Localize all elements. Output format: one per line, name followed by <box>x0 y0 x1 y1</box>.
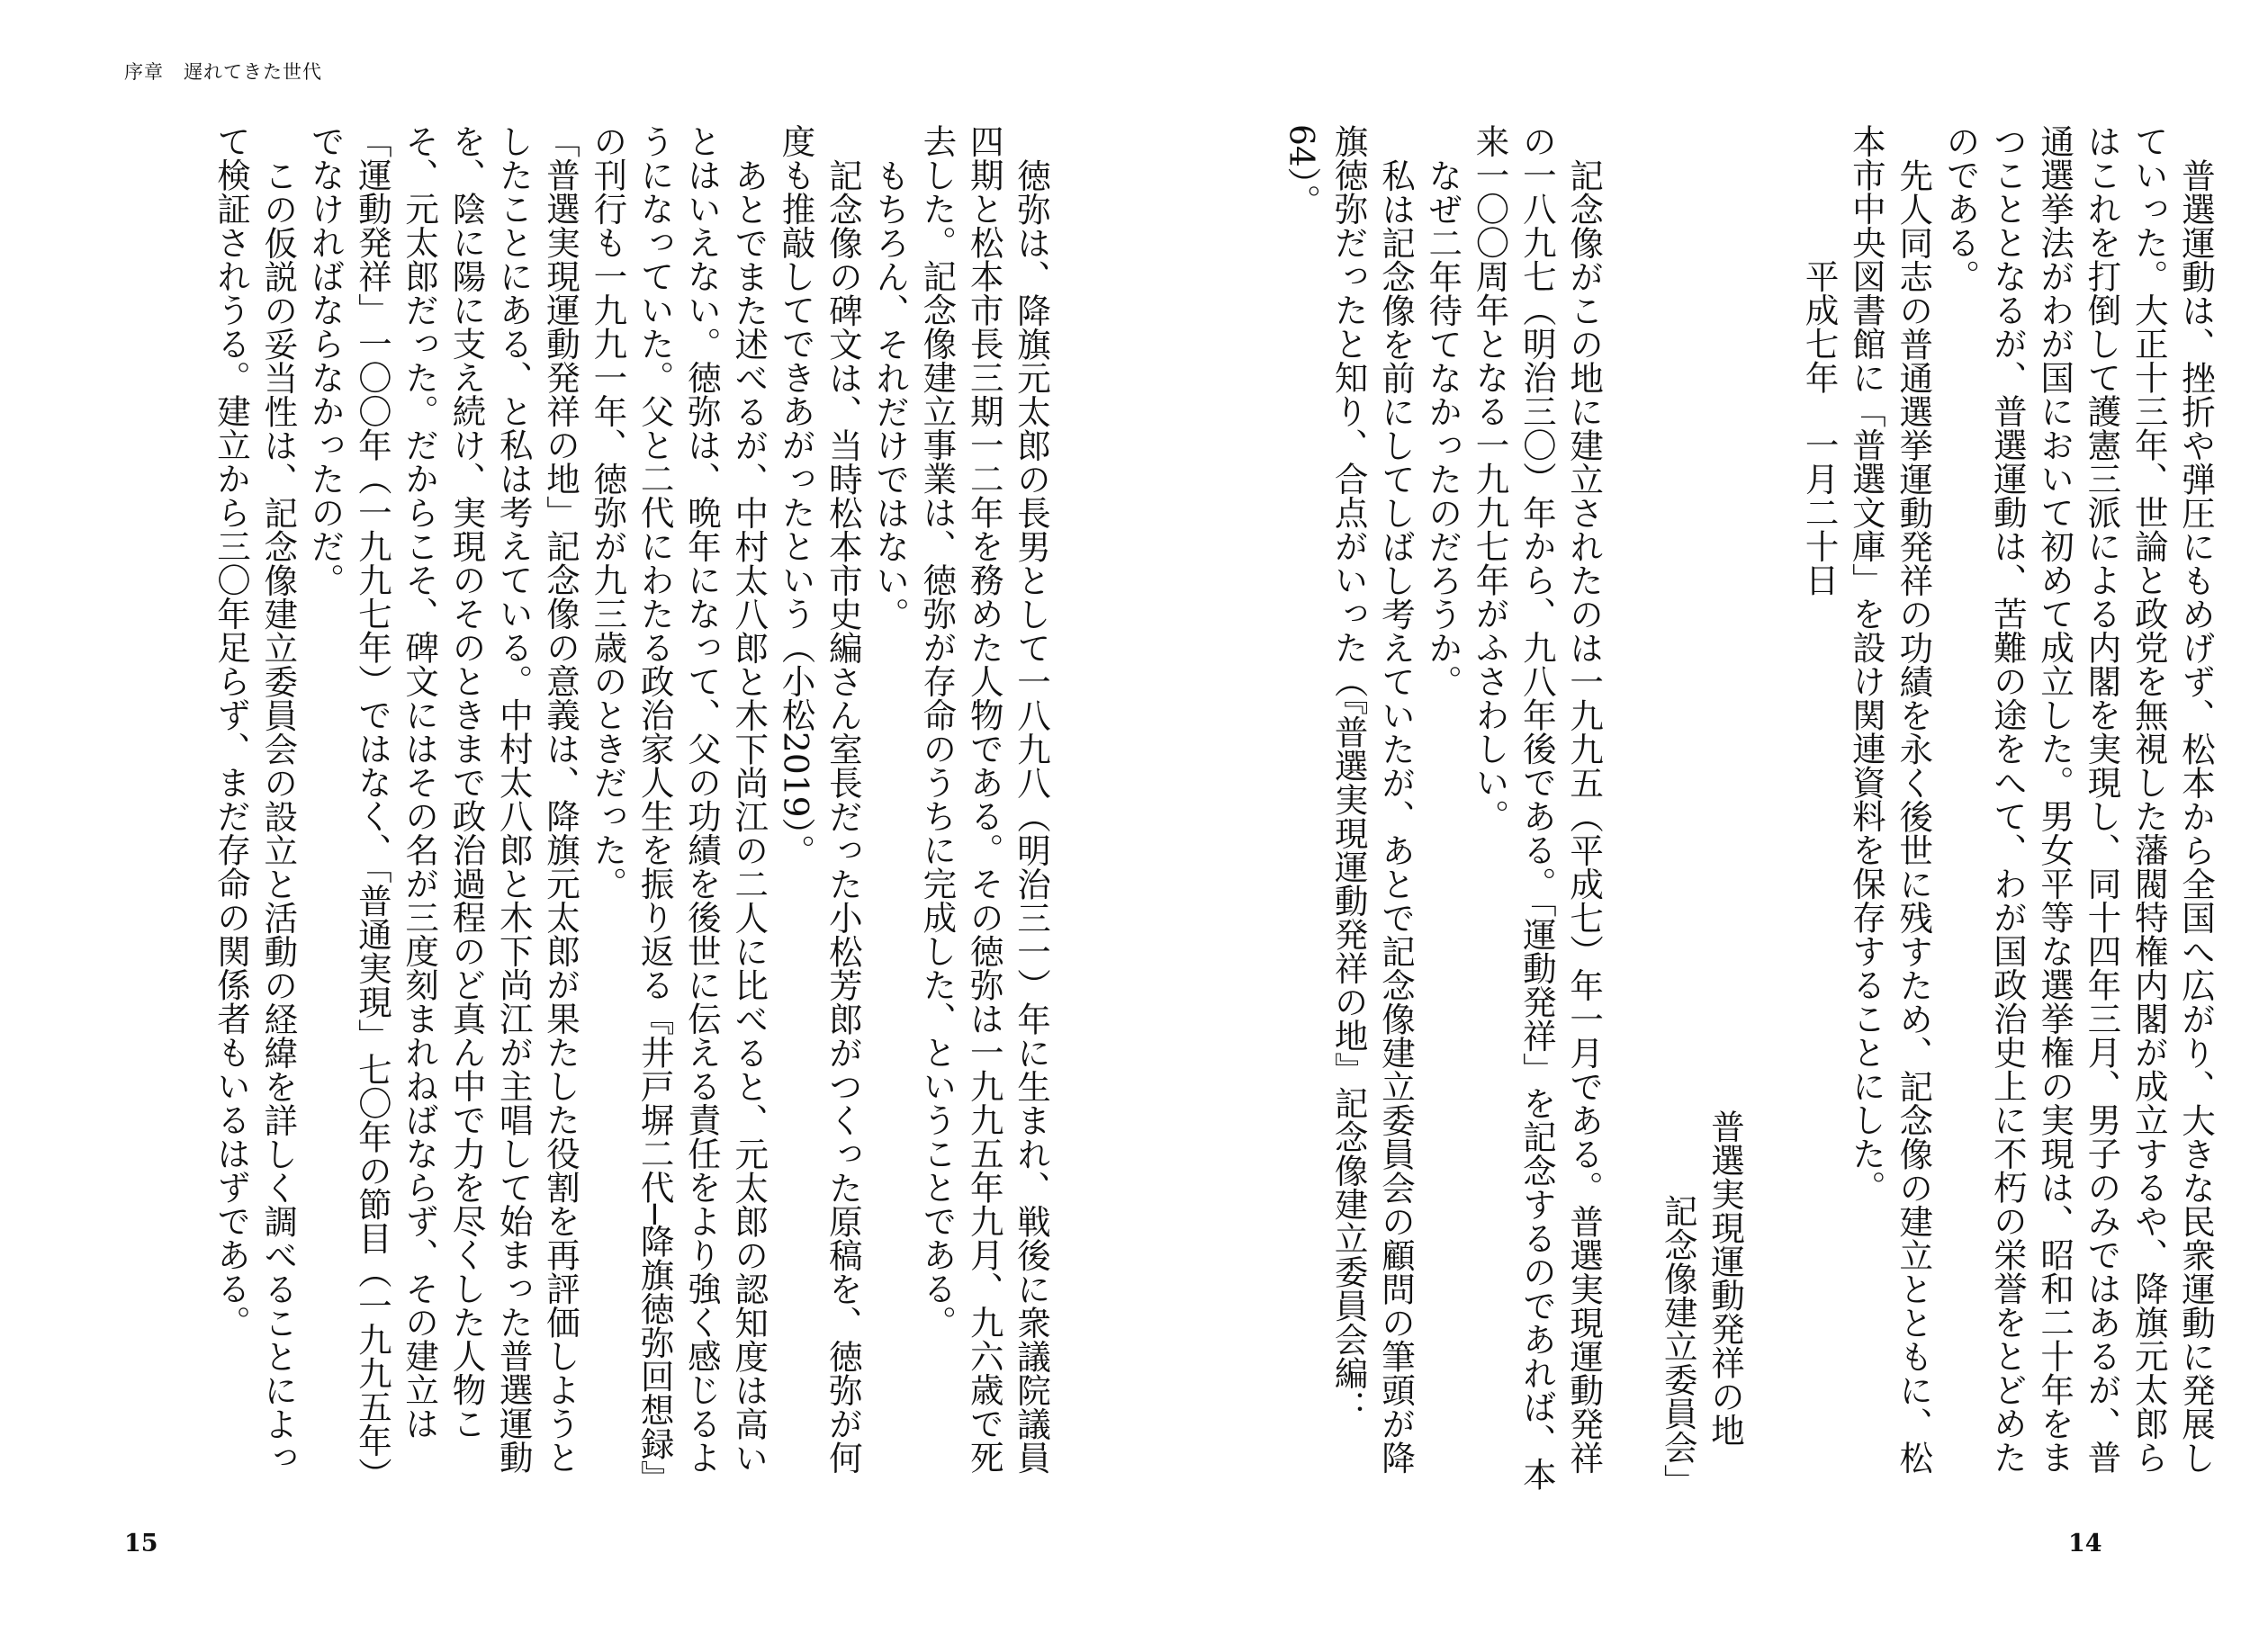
paragraph: 徳弥は、降旗元太郎の長男として一八九八（明治三一）年に生まれ、戦後に衆議院議員四期と松本市長三期一二年を務めた人物である。その徳弥は一九九五年九月、九六歳で死去した。記念像建立事業は、徳弥が存命のうちに完成した、ということである。 <box>917 124 1051 1474</box>
inscription-date: 平成七年 一月二十日 <box>1799 259 1840 597</box>
right-page-body <box>1247 124 2219 1501</box>
paragraph: 記念像がこの地に建立されたのは一九九五（平成七）年一月である。普選実現運動発祥の一八九七（明治三〇）年から、九八年後である。「運動発祥」を記念するのであれば、本来一〇〇周年となる一九九七年がふさわしい。 <box>1470 124 1605 1491</box>
paragraph: この仮説の妥当性は、記念像建立委員会の設立と活動の経緯を詳しく調べることによって検証されうる。建立から三〇年足らず、まだ存命の関係者もいるはずである。 <box>211 124 299 1474</box>
inscription-paragraph: 普選運動は、挫折や弾圧にもめげず、松本から全国へ広がり、大きな民衆運動に発展していった。大正十三年、世論と政党を無視した藩閥特権内閣が成立するや、降旗元太郎らはこれを打倒して護憲三派による内閣を実現し、同十四年三月、男子のみではあるが、普通選挙法がわが国において初めて成立した。男女平等な選挙権の実現は、昭和二十年をまつこととなるが、普選運動は、苦難の途をへて、わが国政治史上に不朽の栄誉をとどめたのである。 <box>1940 124 2216 1474</box>
inscription-paragraph: 先人同志の普通選挙運動発祥の功績を永く後世に残すため、記念像の建立とともに、松本市中央図書館に「普選文庫」を設け関連資料を保存することにした。 <box>1846 124 1934 1474</box>
running-head: 序章 遅れてきた世代 <box>124 61 322 83</box>
paragraph: 記念像の碑文は、当時松本市史編さん室長だった小松芳郎がつくった原稿を、徳弥が何度も推敲してできあがったという（小松2019）。 <box>776 124 863 1474</box>
paragraph: もちろん、それだけではない。 <box>870 157 911 631</box>
paragraph: 「普選実現運動発祥の地」記念像の意義は、降旗元太郎が果たした役割を再評価しようとしたことにある、と私は考えている。中村太八郎と木下尚江が主唱して始まった普選運動を、陰に陽に支え続け、実現のそのときまで政治過程のど真ん中で力を尽くした人物こそ、元太郎だった。だからこそ、碑文にはその名が三度刻まれねばならず、その建立は「運動発祥」一〇〇年（一九九七年）ではなく、「普通実現」七〇年の節目（一九九五年）でなければならなかったのだ。 <box>305 124 581 1491</box>
page-number: 15 <box>124 1530 158 1558</box>
inscription-signature <box>1654 124 1701 1501</box>
page-number: 14 <box>2068 1530 2102 1558</box>
right-page <box>1125 0 2250 1652</box>
paragraph: あとでまた述べるが、中村太八郎と木下尚江の二人に比べると、元太郎の認知度は高いとはいえない。徳弥は、晩年になって、父の功績を後世に伝える責任をより強く感じるようになっていた。父と二代にわたる政治家人生を振り返る『井戸塀二代─降旗徳弥回想録』の刊行も一九九一年、徳弥が九三歳のときだった。 <box>588 124 770 1495</box>
blank-line <box>1607 124 1654 1501</box>
paragraph: 私は記念像を前にしてしばし考えていたが、あとで記念像建立委員会の顧問の筆頭が降旗徳弥だったと知り、合点がいった（『普選実現運動発祥の地』記念像建立委員会編：64）。 <box>1282 124 1416 1474</box>
left-page-body <box>119 124 1055 1501</box>
paragraph: なぜ二年待てなかったのだろうか。 <box>1423 157 1463 698</box>
signature-line: 普選実現運動発祥の地 <box>1706 1109 1746 1447</box>
blank-line <box>1749 124 1796 1501</box>
inscription-signature <box>1702 124 1749 1501</box>
signature-line: 記念像建立委員会」 <box>1658 1193 1698 1497</box>
